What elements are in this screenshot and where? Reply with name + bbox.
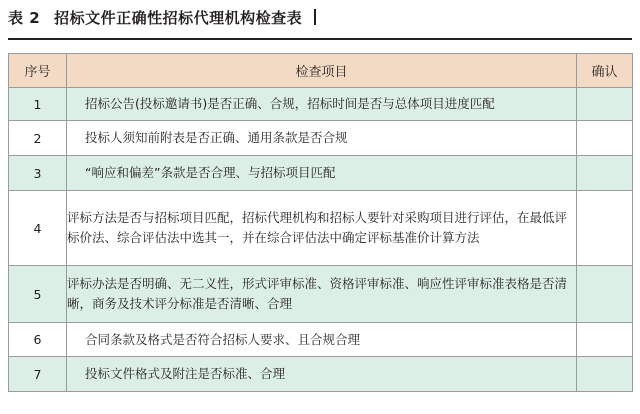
table-row: [9, 266, 633, 323]
table-row: [9, 357, 633, 392]
row-number: 7: [9, 357, 67, 392]
table-row: [9, 121, 633, 156]
checklist-table: [8, 53, 633, 392]
row-number: 2: [9, 121, 67, 156]
table-row: [9, 88, 633, 121]
row-confirm-cell[interactable]: [577, 357, 633, 392]
row-number: 5: [9, 266, 67, 323]
row-number: 3: [9, 156, 67, 191]
header-confirm: 确认: [577, 54, 633, 88]
row-item: 评标办法是否明确、无二义性，形式评审标准、资格评审标准、响应性评审标准表格是否清晰，商务及技术评分标准是否清晰、合理: [67, 266, 577, 323]
row-item: 合同条款及格式是否符合招标人要求、且合规合理: [67, 323, 577, 357]
row-confirm-cell[interactable]: [577, 323, 633, 357]
row-number: 1: [9, 88, 67, 121]
table-row: [9, 191, 633, 266]
row-number: 4: [9, 191, 67, 266]
header-seq: 序号: [9, 54, 67, 88]
row-item: 投标人须知前附表是否正确、通用条款是否合规: [67, 121, 577, 156]
table-row: [9, 323, 633, 357]
table-caption: [8, 6, 316, 28]
row-confirm-cell[interactable]: [577, 266, 633, 323]
caption-title: 招标文件正确性招标代理机构检查表: [54, 8, 303, 27]
table-row: [9, 156, 633, 191]
row-item: “响应和偏差”条款是否合理、与招标项目匹配: [67, 156, 577, 191]
row-number: 6: [9, 323, 67, 357]
row-item: 评标方法是否与招标项目匹配，招标代理机构和招标人要针对采购项目进行评估，在最低评标价法、综合评估法中选其一，并在综合评估法中确定评标基准价计算方法: [67, 191, 577, 266]
table-header-row: [9, 54, 633, 88]
caption-divider: [8, 38, 632, 40]
row-item: 招标公告(投标邀请书)是否正确、合规，招标时间是否与总体项目进度匹配: [67, 88, 577, 121]
row-confirm-cell[interactable]: [577, 121, 633, 156]
caption-number: 表 2: [8, 8, 41, 27]
row-confirm-cell[interactable]: [577, 156, 633, 191]
row-confirm-cell[interactable]: [577, 191, 633, 266]
caption-marker: [314, 9, 316, 25]
header-item: 检查项目: [67, 54, 577, 88]
row-confirm-cell[interactable]: [577, 88, 633, 121]
row-item: 投标文件格式及附注是否标准、合理: [67, 357, 577, 392]
